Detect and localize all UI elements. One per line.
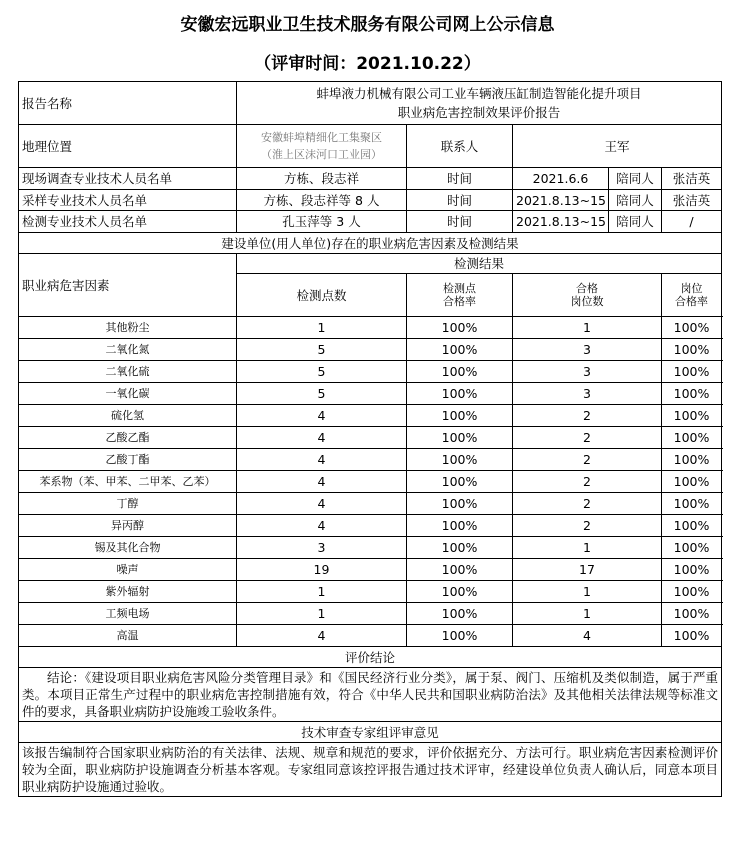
factor-name: 一氧化碳 xyxy=(19,383,237,405)
location-line2: （淮上区沫河口工业园） xyxy=(261,148,382,161)
factor-pass-posts: 3 xyxy=(513,383,662,405)
factor-post-rate: 100% xyxy=(662,449,722,471)
factor-post-rate: 100% xyxy=(662,405,722,427)
factor-post-rate: 100% xyxy=(662,339,722,361)
col-post-rate-header xyxy=(662,274,722,317)
report-name-line2: 职业病危害控制效果评价报告 xyxy=(397,105,561,120)
factor-pass-posts: 17 xyxy=(513,559,662,581)
report-name-value xyxy=(237,82,722,125)
factor-post-rate: 100% xyxy=(662,471,722,493)
factor-name: 丁醇 xyxy=(19,493,237,515)
factor-points: 4 xyxy=(237,405,407,427)
staff-survey-accomp-label: 陪同人 xyxy=(609,168,662,190)
factor-pass-posts: 1 xyxy=(513,581,662,603)
factor-name: 其他粉尘 xyxy=(19,317,237,339)
factor-post-rate: 100% xyxy=(662,317,722,339)
factor-points: 1 xyxy=(237,603,407,625)
expert-text: 该报告编制符合国家职业病防治的有关法律、法规、规章和规范的要求，评价依据充分、方法可行。职业病危害因素检测评价较为全面，职业病防护设施调查分析基本客观。专家组同意该控评报告通过技术评审，经建设单位负责人确认后，同意本项目职业病防护设施通过验收。 xyxy=(19,743,722,797)
location-line1: 安徽蚌埠精细化工集聚区 xyxy=(261,131,382,144)
factor-pass-posts: 4 xyxy=(513,625,662,647)
factor-points: 1 xyxy=(237,317,407,339)
factor-points: 4 xyxy=(237,427,407,449)
factor-pass-rate: 100% xyxy=(407,427,513,449)
factor-name: 硫化氢 xyxy=(19,405,237,427)
factor-name: 工频电场 xyxy=(19,603,237,625)
factor-name: 紫外辐射 xyxy=(19,581,237,603)
factor-name: 异丙醇 xyxy=(19,515,237,537)
factor-pass-rate: 100% xyxy=(407,581,513,603)
col-pass-posts-line1: 合格 xyxy=(576,282,598,295)
factor-pass-posts: 1 xyxy=(513,603,662,625)
col-points-header: 检测点数 xyxy=(237,274,407,317)
factor-points: 3 xyxy=(237,537,407,559)
factor-pass-rate: 100% xyxy=(407,537,513,559)
factor-name: 高温 xyxy=(19,625,237,647)
factor-name: 噪声 xyxy=(19,559,237,581)
factor-pass-rate: 100% xyxy=(407,603,513,625)
review-time: （评审时间：2021.10.22） xyxy=(254,54,481,74)
col-pass-posts-line2: 岗位数 xyxy=(570,295,604,308)
info-table xyxy=(18,81,722,797)
factor-name: 苯系物（苯、甲苯、二甲苯、乙苯） xyxy=(19,471,237,493)
factor-post-rate: 100% xyxy=(662,625,722,647)
factor-post-rate: 100% xyxy=(662,603,722,625)
factor-points: 4 xyxy=(237,625,407,647)
staff-sampling-time: 2021.8.13~15 xyxy=(513,190,609,211)
staff-testing-label: 检测专业技术人员名单 xyxy=(19,211,237,233)
factor-name: 锡及其化合物 xyxy=(19,537,237,559)
factor-post-rate: 100% xyxy=(662,537,722,559)
col-pass-posts-header xyxy=(513,274,662,317)
conclusion-title: 评价结论 xyxy=(19,647,722,668)
factor-name: 乙酸乙酯 xyxy=(19,427,237,449)
staff-survey-people: 方栋、段志祥 xyxy=(237,168,407,190)
factor-points: 1 xyxy=(237,581,407,603)
factor-pass-rate: 100% xyxy=(407,339,513,361)
result-header: 检测结果 xyxy=(237,254,722,274)
factor-pass-posts: 2 xyxy=(513,493,662,515)
factor-pass-posts: 1 xyxy=(513,317,662,339)
conclusion-text: 结论：《建设项目职业病危害风险分类管理目录》和《国民经济行业分类》，属于泵、阀门、压缩机及类似制造，属于严重类。本项目正常生产过程中的职业病危害控制措施有效，符合《中华人民共和国职业病防治法》及其他相关法律法规等标准文件的要求，具备职业病防护设施竣工验收条件。 xyxy=(19,668,722,722)
results-section-title: 建设单位(用人单位)存在的职业病危害因素及检测结果 xyxy=(19,233,722,254)
factor-pass-posts: 3 xyxy=(513,339,662,361)
location-value xyxy=(237,125,407,168)
factor-pass-rate: 100% xyxy=(407,625,513,647)
factor-pass-rate: 100% xyxy=(407,493,513,515)
factor-points: 4 xyxy=(237,493,407,515)
factor-pass-posts: 2 xyxy=(513,449,662,471)
factor-points: 4 xyxy=(237,449,407,471)
staff-survey-accomp: 张洁英 xyxy=(662,168,722,190)
expert-title: 技术审查专家组评审意见 xyxy=(19,722,722,743)
factor-pass-rate: 100% xyxy=(407,405,513,427)
factor-pass-posts: 2 xyxy=(513,471,662,493)
factor-pass-rate: 100% xyxy=(407,515,513,537)
factor-pass-posts: 3 xyxy=(513,361,662,383)
staff-sampling-accomp: 张洁英 xyxy=(662,190,722,211)
factor-pass-posts: 2 xyxy=(513,427,662,449)
factor-pass-rate: 100% xyxy=(407,383,513,405)
factor-pass-rate: 100% xyxy=(407,471,513,493)
staff-sampling-accomp-label: 陪同人 xyxy=(609,190,662,211)
location-label: 地理位置 xyxy=(19,125,237,168)
factor-points: 19 xyxy=(237,559,407,581)
col-post-rate-line2: 合格率 xyxy=(675,295,709,308)
col-pass-rate-line2: 合格率 xyxy=(443,295,476,308)
factor-post-rate: 100% xyxy=(662,581,722,603)
factor-header: 职业病危害因素 xyxy=(19,254,237,317)
staff-testing-accomp: / xyxy=(662,211,722,233)
staff-testing-time: 2021.8.13~15 xyxy=(513,211,609,233)
report-name-label: 报告名称 xyxy=(19,82,237,125)
staff-survey-label: 现场调查专业技术人员名单 xyxy=(19,168,237,190)
page-title: 安徽宏远职业卫生技术服务有限公司网上公示信息 xyxy=(180,15,555,35)
factor-pass-posts: 2 xyxy=(513,515,662,537)
factor-name: 二氧化氮 xyxy=(19,339,237,361)
factor-name: 二氧化硫 xyxy=(19,361,237,383)
col-pass-rate-header xyxy=(407,274,513,317)
factor-points: 4 xyxy=(237,471,407,493)
factor-pass-posts: 1 xyxy=(513,537,662,559)
factor-points: 4 xyxy=(237,515,407,537)
factor-points: 5 xyxy=(237,361,407,383)
contact-label: 联系人 xyxy=(407,125,513,168)
factor-pass-rate: 100% xyxy=(407,559,513,581)
factor-pass-rate: 100% xyxy=(407,361,513,383)
staff-survey-time: 2021.6.6 xyxy=(513,168,609,190)
factor-pass-rate: 100% xyxy=(407,317,513,339)
staff-sampling-time-label: 时间 xyxy=(407,190,513,211)
factor-name: 乙酸丁酯 xyxy=(19,449,237,471)
col-pass-rate-line1: 检测点 xyxy=(443,282,476,295)
factor-post-rate: 100% xyxy=(662,493,722,515)
staff-sampling-people: 方栋、段志祥等 8 人 xyxy=(237,190,407,211)
factor-post-rate: 100% xyxy=(662,383,722,405)
factor-pass-posts: 2 xyxy=(513,405,662,427)
factor-pass-rate: 100% xyxy=(407,449,513,471)
staff-sampling-label: 采样专业技术人员名单 xyxy=(19,190,237,211)
factor-post-rate: 100% xyxy=(662,427,722,449)
factor-post-rate: 100% xyxy=(662,361,722,383)
staff-survey-time-label: 时间 xyxy=(407,168,513,190)
factor-points: 5 xyxy=(237,339,407,361)
contact-value: 王军 xyxy=(513,125,722,168)
staff-testing-people: 孔玉萍等 3 人 xyxy=(237,211,407,233)
staff-testing-time-label: 时间 xyxy=(407,211,513,233)
staff-testing-accomp-label: 陪同人 xyxy=(609,211,662,233)
factor-post-rate: 100% xyxy=(662,515,722,537)
col-post-rate-line1: 岗位 xyxy=(680,282,703,295)
factor-points: 5 xyxy=(237,383,407,405)
factor-post-rate: 100% xyxy=(662,559,722,581)
report-name-line1: 蚌埠液力机械有限公司工业车辆液压缸制造智能化提升项目 xyxy=(316,86,642,101)
